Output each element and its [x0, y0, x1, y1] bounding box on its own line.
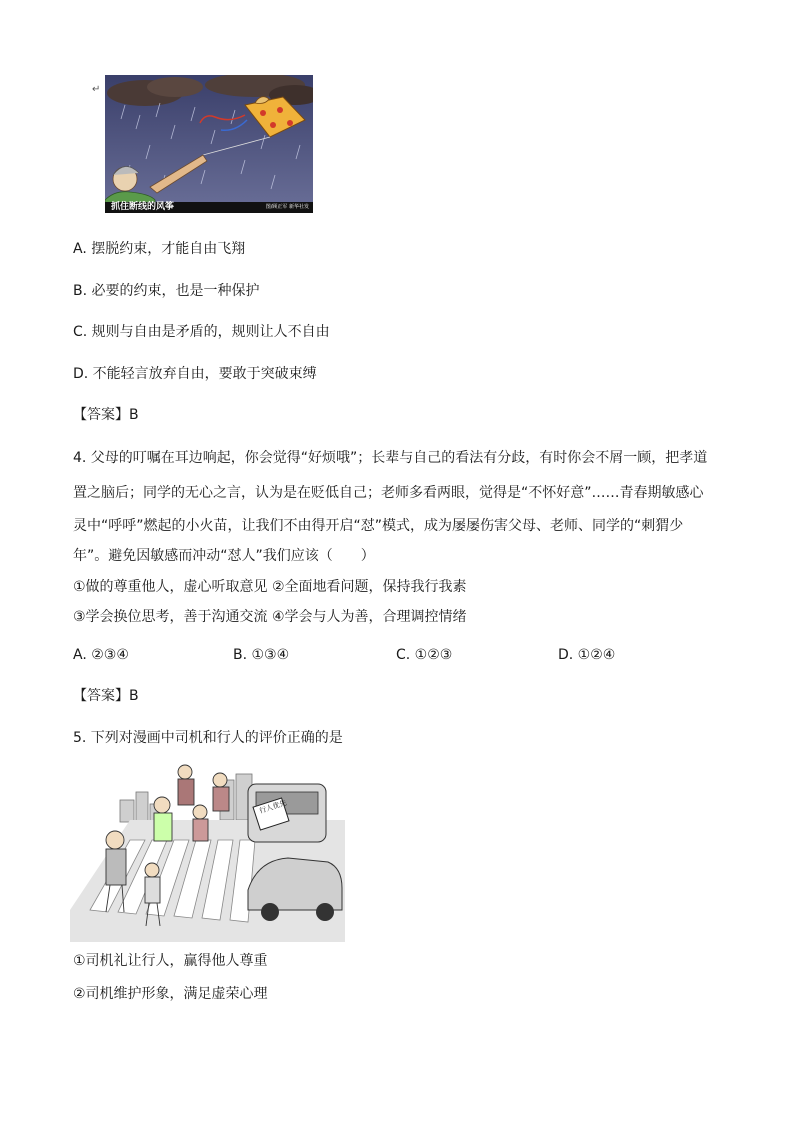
q3-answer: [73, 406, 139, 424]
q4-statement-1: ①做的尊重他人，虚心听取意见 ②全面地看问题，保持我行我素: [73, 579, 467, 595]
q4-choice-c: C. ①②③: [396, 647, 453, 663]
answer-value: B: [129, 407, 139, 423]
cartoon-caption: 抓住断线的风筝: [111, 202, 175, 212]
crosswalk-cartoon-image: [70, 760, 345, 942]
q4-stem-line-4: 年”。避免因敏感而冲动“怼人”我们应该（ ）: [73, 548, 375, 564]
q3-option-b: B. 必要的约束，也是一种保护: [73, 283, 260, 299]
answer-label: 【答案】: [73, 688, 129, 704]
q4-stem-line-1: 4. 父母的叮嘱在耳边响起，你会觉得“好烦哦”；长辈与自己的看法有分歧，有时你会不屑一顾，把孝道: [73, 450, 708, 466]
cartoon-credit: 图/顾正军 新华社发: [265, 204, 309, 210]
q5-stem: 5. 下列对漫画中司机和行人的评价正确的是: [73, 730, 343, 746]
q3-option-c: C. 规则与自由是矛盾的，规则让人不自由: [73, 324, 330, 340]
q4-stem-line-3: 灵中“呼呼”燃起的小火苗，让我们不由得开启“怼”模式，成为屡屡伤害父母、老师、同学的“刺猬少: [73, 518, 684, 534]
q4-statement-2: ③学会换位思考，善于沟通交流 ④学会与人为善，合理调控情绪: [73, 609, 467, 625]
q4-stem-line-2: 置之脑后；同学的无心之言，认为是在贬低自己；老师多看两眼，觉得是“不怀好意”……青春期敏感心: [73, 485, 704, 501]
paragraph-mark: ↵: [92, 84, 101, 95]
crosswalk-sign-text: 行人优先: [258, 798, 288, 816]
q5-statement-2: ②司机维护形象，满足虚荣心理: [73, 986, 268, 1002]
q4-choice-d: D. ①②④: [558, 647, 616, 663]
q4-choice-a: A. ②③④: [73, 647, 129, 663]
answer-value: B: [129, 688, 139, 704]
q4-choice-b: B. ①③④: [233, 647, 290, 663]
q5-statement-1: ①司机礼让行人，赢得他人尊重: [73, 953, 268, 969]
q3-option-d: D. 不能轻言放弃自由，要敢于突破束缚: [73, 366, 317, 382]
q4-answer: [73, 687, 139, 705]
answer-label: 【答案】: [73, 407, 129, 423]
q3-option-a: A. 摆脱约束，才能自由飞翔: [73, 241, 246, 257]
kite-cartoon-image: [105, 75, 313, 213]
